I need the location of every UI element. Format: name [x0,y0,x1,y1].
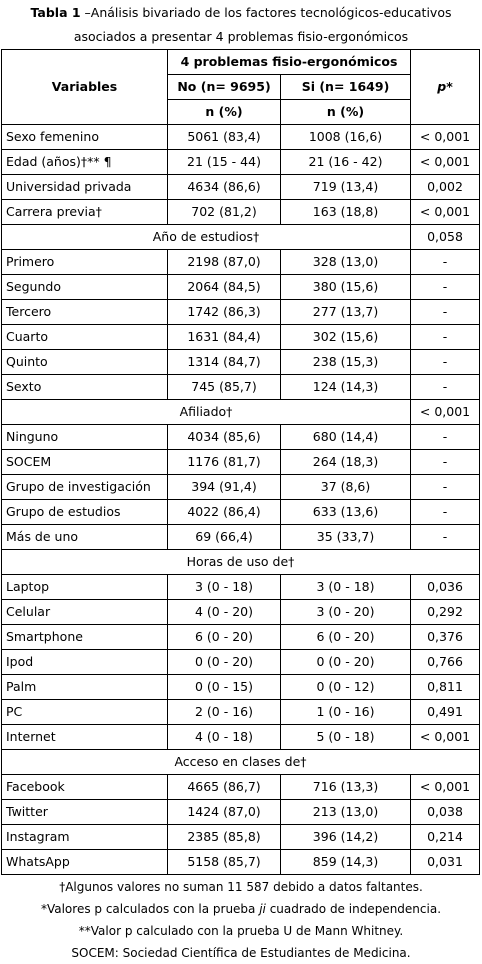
cell-si: 0 (0 - 20) [281,650,411,675]
cell-no: 1631 (84,4) [168,325,281,350]
caption-text-1: –Análisis bivariado de los factores tecnológicos-educativos [80,5,452,20]
cell-si: 680 (14,4) [281,425,411,450]
row-label: Edad (años)†** ¶ [2,150,168,175]
row-label: Quinto [2,350,168,375]
cell-p: < 0,001 [411,775,480,800]
cell-p: - [411,450,480,475]
table-row [2,825,480,850]
header-unit-si: n (%) [281,100,411,125]
section-row [2,750,480,775]
row-label: Carrera previa† [2,200,168,225]
cell-p: - [411,350,480,375]
cell-si: 124 (14,3) [281,375,411,400]
table-caption [0,0,482,49]
row-label: WhatsApp [2,850,168,875]
row-label: Instagram [2,825,168,850]
row-label: Internet [2,725,168,750]
cell-si: 238 (15,3) [281,350,411,375]
cell-p: 0,036 [411,575,480,600]
table-row [2,350,480,375]
note-mann-whitney: **Valor p calculado con la prueba U de Mann Whitney. [78,924,404,938]
cell-si: 37 (8,6) [281,475,411,500]
row-label: Más de uno [2,525,168,550]
cell-p: 0,031 [411,850,480,875]
row-label: Universidad privada [2,175,168,200]
cell-p: - [411,425,480,450]
table-row [2,500,480,525]
cell-no: 3 (0 - 18) [168,575,281,600]
header-variables: Variables [2,50,168,125]
cell-no: 1424 (87,0) [168,800,281,825]
cell-p: - [411,275,480,300]
cell-p: - [411,250,480,275]
cell-si: 163 (18,8) [281,200,411,225]
cell-si: 3 (0 - 18) [281,575,411,600]
cell-si: 719 (13,4) [281,175,411,200]
row-label: Smartphone [2,625,168,650]
cell-p: < 0,001 [411,125,480,150]
table-row [2,575,480,600]
cell-no: 4665 (86,7) [168,775,281,800]
cell-si: 277 (13,7) [281,300,411,325]
cell-p: 0,376 [411,625,480,650]
cell-si: 21 (16 - 42) [281,150,411,175]
cell-no: 1742 (86,3) [168,300,281,325]
section-row [2,550,480,575]
row-label: SOCEM [2,450,168,475]
cell-p: < 0,001 [411,200,480,225]
table-row [2,450,480,475]
header-group: 4 problemas fisio-ergonómicos [168,50,411,75]
cell-p: 0,811 [411,675,480,700]
section-row [2,225,480,250]
table-row [2,650,480,675]
cell-no: 2198 (87,0) [168,250,281,275]
header-p: p* [411,50,480,125]
table-row [2,725,480,750]
table-row [2,200,480,225]
row-label: PC [2,700,168,725]
cell-si: 1008 (16,6) [281,125,411,150]
table-row [2,275,480,300]
table-row [2,250,480,275]
cell-no: 394 (91,4) [168,475,281,500]
cell-si: 633 (13,6) [281,500,411,525]
row-label: Ipod [2,650,168,675]
cell-no: 4034 (85,6) [168,425,281,450]
cell-si: 5 (0 - 18) [281,725,411,750]
table-row [2,625,480,650]
table-row [2,125,480,150]
caption-line-2: asociados a presentar 4 problemas fisio-ergonómicos [73,29,409,44]
section-label: Afiliado† [2,400,411,425]
cell-no: 5158 (85,7) [168,850,281,875]
table-body [2,125,480,875]
section-label: Acceso en clases de† [2,750,480,775]
cell-si: 716 (13,3) [281,775,411,800]
cell-p: 0,292 [411,600,480,625]
table-row [2,850,480,875]
row-label: Primero [2,250,168,275]
cell-p: 0,491 [411,700,480,725]
cell-si: 328 (13,0) [281,250,411,275]
cell-no: 4 (0 - 20) [168,600,281,625]
section-p: < 0,001 [411,400,480,425]
cell-p: - [411,525,480,550]
cell-si: 6 (0 - 20) [281,625,411,650]
cell-si: 1 (0 - 16) [281,700,411,725]
cell-si: 396 (14,2) [281,825,411,850]
row-label: Grupo de investigación [2,475,168,500]
cell-si: 859 (14,3) [281,850,411,875]
cell-no: 702 (81,2) [168,200,281,225]
cell-si: 380 (15,6) [281,275,411,300]
cell-no: 4634 (86,6) [168,175,281,200]
cell-no: 1314 (84,7) [168,350,281,375]
cell-no: 5061 (83,4) [168,125,281,150]
cell-no: 745 (85,7) [168,375,281,400]
cell-p: - [411,375,480,400]
row-label: Sexo femenino [2,125,168,150]
note-missing-values: †Algunos valores no suman 11 587 debido a datos faltantes. [59,880,423,894]
row-label: Cuarto [2,325,168,350]
table-row [2,175,480,200]
cell-no: 69 (66,4) [168,525,281,550]
table-row [2,475,480,500]
cell-si: 302 (15,6) [281,325,411,350]
table-row [2,150,480,175]
note-chi-b: cuadrado de independencia. [265,902,442,916]
data-table [1,49,480,875]
table-row [2,775,480,800]
table-row [2,375,480,400]
cell-no: 4022 (86,4) [168,500,281,525]
table-row [2,325,480,350]
cell-no: 2 (0 - 16) [168,700,281,725]
row-label: Celular [2,600,168,625]
note-chi-a: *Valores p calculados con la prueba [40,902,260,916]
row-label: Segundo [2,275,168,300]
cell-p: - [411,300,480,325]
cell-si: 0 (0 - 12) [281,675,411,700]
row-label: Tercero [2,300,168,325]
row-label: Grupo de estudios [2,500,168,525]
cell-no: 0 (0 - 15) [168,675,281,700]
note-chi-ji: ji [259,902,266,916]
cell-no: 6 (0 - 20) [168,625,281,650]
table-row [2,700,480,725]
row-label: Ninguno [2,425,168,450]
table-row [2,800,480,825]
note-chi-square [0,898,482,920]
row-label: Facebook [2,775,168,800]
cell-p: - [411,500,480,525]
table-row [2,300,480,325]
row-label: Laptop [2,575,168,600]
note-socem: SOCEM: Sociedad Científica de Estudiantes de Medicina. [71,946,411,960]
cell-p: < 0,001 [411,150,480,175]
cell-no: 1176 (81,7) [168,450,281,475]
cell-p: 0,766 [411,650,480,675]
section-row [2,400,480,425]
caption-line-1 [0,1,482,25]
table-notes [0,876,482,964]
section-p: 0,058 [411,225,480,250]
cell-si: 3 (0 - 20) [281,600,411,625]
cell-p: - [411,325,480,350]
cell-no: 21 (15 - 44) [168,150,281,175]
cell-no: 4 (0 - 18) [168,725,281,750]
row-label: Palm [2,675,168,700]
cell-p: 0,038 [411,800,480,825]
table-row [2,675,480,700]
cell-no: 0 (0 - 20) [168,650,281,675]
header-no: No (n= 9695) [168,75,281,100]
row-label: Sexto [2,375,168,400]
row-label: Twitter [2,800,168,825]
cell-si: 35 (33,7) [281,525,411,550]
table-row [2,600,480,625]
table-row [2,425,480,450]
cell-p: 0,002 [411,175,480,200]
header-si: Si (n= 1649) [281,75,411,100]
cell-p: 0,214 [411,825,480,850]
cell-no: 2385 (85,8) [168,825,281,850]
cell-p: - [411,475,480,500]
cell-si: 264 (18,3) [281,450,411,475]
cell-no: 2064 (84,5) [168,275,281,300]
section-label: Horas de uso de† [2,550,480,575]
header-unit-no: n (%) [168,100,281,125]
table-row [2,525,480,550]
cell-p: < 0,001 [411,725,480,750]
section-label: Año de estudios† [2,225,411,250]
cell-si: 213 (13,0) [281,800,411,825]
caption-label: Tabla 1 [30,5,81,20]
